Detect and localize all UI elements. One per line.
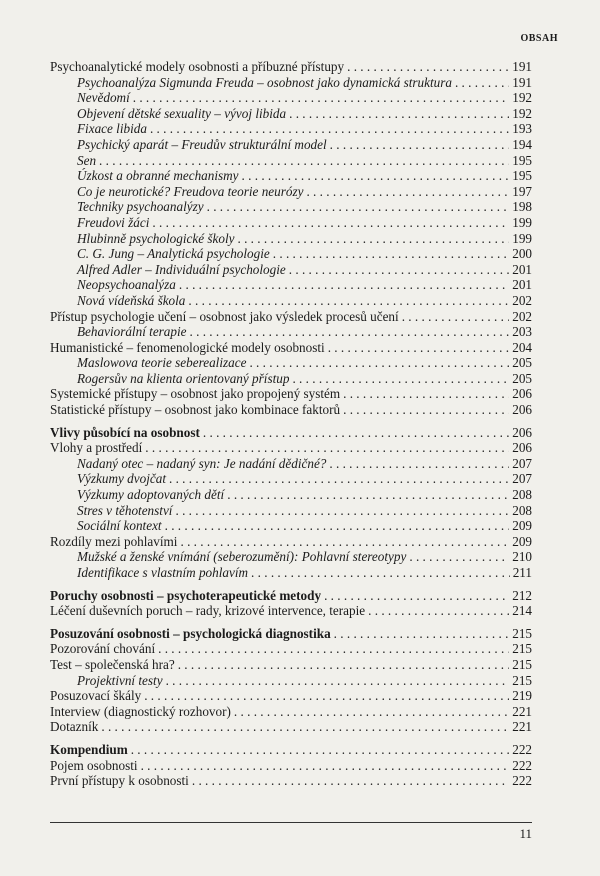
- toc-entry-page: 205: [512, 355, 532, 371]
- toc-entry-page: 202: [512, 308, 532, 324]
- toc-entry-page: 206: [512, 440, 532, 456]
- toc-entry: [50, 262, 532, 278]
- toc-entry: [50, 704, 532, 720]
- toc-entry-title: Vlohy a prostředí: [50, 440, 143, 456]
- toc-entry: [50, 487, 532, 503]
- toc-entry-title: Nevědomí: [77, 90, 130, 106]
- toc-entry-page: 199: [512, 230, 532, 246]
- dot-leader: [152, 215, 509, 231]
- dot-leader: [169, 471, 509, 487]
- dot-leader: [409, 549, 509, 565]
- toc-entry-page: 209: [512, 533, 532, 549]
- dot-leader: [289, 262, 509, 278]
- toc-entry-page: 208: [512, 487, 532, 503]
- toc-entry-page: 202: [512, 292, 532, 308]
- toc-entry-title: Techniky psychoanalýzy: [77, 199, 204, 215]
- toc-entry-title: Mužské a ženské vnímání (seberozumění): Pohlavní stereotypy: [77, 549, 407, 565]
- toc-entry-title: Přístup psychologie učení – osobnost jako výsledek procesů učení: [50, 308, 399, 324]
- toc-entry: [50, 153, 532, 169]
- table-of-contents: [50, 59, 532, 789]
- toc-entry-page: 222: [512, 741, 532, 757]
- toc-entry-page: 192: [512, 105, 532, 121]
- toc-entry: [50, 106, 532, 122]
- toc-entry-title: První přístupy k osobnosti: [50, 773, 189, 789]
- dot-leader: [180, 534, 509, 550]
- dot-leader: [242, 168, 510, 184]
- toc-entry-title: Nová vídeňská škola: [77, 292, 186, 308]
- dot-leader: [99, 153, 509, 169]
- toc-entry: [50, 503, 532, 519]
- toc-entry-page: 211: [512, 565, 532, 580]
- dot-leader: [234, 704, 509, 720]
- toc-entry-title: Rozdíly mezi pohlavími: [50, 533, 178, 549]
- dot-leader: [101, 719, 509, 735]
- toc-entry: [50, 471, 532, 487]
- toc-entry-title: Poruchy osobnosti – psychoterapeutické metody: [50, 587, 322, 603]
- dot-leader: [145, 440, 509, 456]
- toc-entry-page: 206: [512, 386, 532, 402]
- toc-entry: [50, 324, 532, 340]
- toc-entry: [50, 773, 532, 789]
- toc-entry-page: 207: [512, 471, 532, 487]
- toc-entry-title: C. G. Jung – Analytická psychologie: [77, 246, 270, 262]
- toc-entry-title: Pozorování chování: [50, 641, 156, 657]
- dot-leader: [306, 184, 509, 200]
- toc-entry: [50, 355, 532, 371]
- toc-entry: [50, 440, 532, 456]
- toc-entry-title: Psychoanalytické modely osobnosti a příbuzné přístupy: [50, 59, 345, 74]
- toc-entry-page: 194: [512, 136, 532, 152]
- toc-entry-page: 198: [512, 199, 532, 215]
- dot-leader: [292, 371, 509, 387]
- toc-entry-page: 206: [512, 424, 532, 440]
- toc-entry: [50, 534, 532, 550]
- toc-entry: [50, 137, 532, 153]
- toc-entry-title: Dotazník: [50, 719, 99, 735]
- dot-leader: [150, 121, 509, 137]
- toc-entry-page: 201: [512, 277, 532, 293]
- toc-entry-title: Výzkumy adoptovaných dětí: [77, 487, 225, 503]
- toc-entry: [50, 59, 532, 75]
- toc-entry-title: Interview (diagnostický rozhovor): [50, 703, 231, 719]
- toc-entry: [50, 215, 532, 231]
- toc-entry: [50, 386, 532, 402]
- toc-entry: [50, 199, 532, 215]
- dot-leader: [324, 588, 509, 604]
- toc-entry-title: Rogersův na klienta orientovaný přístup: [77, 370, 290, 386]
- toc-entry-page: 215: [512, 672, 532, 688]
- toc-entry-page: 221: [512, 703, 532, 719]
- toc-entry-page: 209: [512, 518, 532, 534]
- toc-entry-title: Nadaný otec – nadaný syn: Je nadání dědičné?: [77, 455, 327, 471]
- toc-entry-page: 191: [512, 74, 532, 90]
- toc-entry-title: Posuzovací škály: [50, 688, 142, 704]
- toc-entry: [50, 641, 532, 657]
- toc-entry: [50, 626, 532, 642]
- toc-entry-page: 207: [512, 455, 532, 471]
- toc-entry-page: 204: [512, 339, 532, 355]
- dot-leader: [133, 90, 509, 106]
- toc-entry: [50, 340, 532, 356]
- toc-entry: [50, 121, 532, 137]
- toc-entry-title: Systemické přístupy – osobnost jako propojený systém: [50, 386, 341, 402]
- toc-entry: [50, 425, 532, 441]
- toc-entry-title: Léčení duševních poruch – rady, krizové intervence, terapie: [50, 603, 366, 619]
- toc-entry-page: 214: [512, 603, 532, 619]
- toc-entry-page: 215: [512, 625, 532, 641]
- toc-entry-page: 197: [512, 183, 532, 199]
- dot-leader: [166, 673, 510, 689]
- toc-entry: [50, 549, 532, 565]
- toc-entry-page: 222: [512, 757, 532, 773]
- toc-entry: [50, 168, 532, 184]
- dot-leader: [131, 742, 510, 758]
- toc-entry: [50, 277, 532, 293]
- toc-entry-title: Freudovi žáci: [77, 214, 150, 230]
- toc-entry-title: Neopsychoanalýza: [77, 277, 176, 293]
- toc-entry-title: Projektivní testy: [77, 672, 163, 688]
- dot-leader: [188, 293, 509, 309]
- toc-entry-page: 193: [512, 121, 532, 137]
- toc-entry: [50, 758, 532, 774]
- dot-leader: [207, 199, 510, 215]
- toc-entry: [50, 719, 532, 735]
- toc-entry: [50, 565, 532, 581]
- toc-entry-title: Statistické přístupy – osobnost jako kombinace faktorů: [50, 402, 341, 418]
- toc-entry: [50, 402, 532, 418]
- dot-leader: [237, 231, 509, 247]
- dot-leader: [368, 603, 509, 619]
- toc-entry-page: 195: [512, 168, 532, 184]
- dot-leader: [329, 456, 509, 472]
- running-head: OBSAH: [520, 33, 558, 44]
- toc-entry: [50, 246, 532, 262]
- dot-leader: [144, 688, 509, 704]
- dot-leader: [330, 137, 510, 153]
- toc-entry-page: 192: [512, 90, 532, 106]
- toc-entry-page: 212: [512, 587, 532, 603]
- dot-leader: [227, 487, 509, 503]
- toc-entry-title: Psychický aparát – Freudův strukturální model: [77, 136, 327, 152]
- toc-entry-title: Pojem osobnosti: [50, 757, 138, 773]
- dot-leader: [343, 386, 509, 402]
- toc-entry-page: 208: [512, 502, 532, 518]
- toc-entry-title: Identifikace s vlastním pohlavím: [77, 565, 249, 580]
- toc-entry-title: Výzkumy dvojčat: [77, 471, 166, 487]
- toc-entry: [50, 184, 532, 200]
- toc-entry-page: 215: [512, 656, 532, 672]
- dot-leader: [334, 626, 510, 642]
- toc-entry: [50, 742, 532, 758]
- dot-leader: [141, 758, 510, 774]
- dot-leader: [289, 106, 509, 122]
- dot-leader: [347, 59, 509, 75]
- dot-leader: [455, 75, 509, 91]
- toc-entry: [50, 456, 532, 472]
- toc-entry: [50, 371, 532, 387]
- toc-entry: [50, 231, 532, 247]
- footer-rule: [50, 822, 532, 823]
- dot-leader: [203, 425, 509, 441]
- toc-entry: [50, 603, 532, 619]
- dot-leader: [165, 518, 510, 534]
- dot-leader: [251, 565, 510, 581]
- toc-entry-title: Psychoanalýza Sigmunda Freuda – osobnost jako dynamická struktura: [77, 74, 452, 90]
- toc-entry-page: 203: [512, 324, 532, 340]
- toc-entry-title: Sen: [77, 152, 97, 168]
- dot-leader: [179, 277, 509, 293]
- toc-entry-title: Co je neurotické? Freudova teorie neurózy: [77, 183, 304, 199]
- dot-leader: [158, 641, 509, 657]
- toc-entry: [50, 673, 532, 689]
- dot-leader: [402, 309, 510, 325]
- toc-entry: [50, 688, 532, 704]
- dot-leader: [178, 657, 510, 673]
- toc-entry-page: 206: [512, 402, 532, 418]
- toc-entry-title: Maslowova teorie seberealizace: [77, 355, 247, 371]
- toc-entry-page: 222: [512, 773, 532, 789]
- toc-entry-page: 221: [512, 719, 532, 735]
- toc-entry-title: Sociální kontext: [77, 518, 162, 534]
- toc-entry-title: Posuzování osobnosti – psychologická diagnostika: [50, 625, 331, 641]
- toc-entry-title: Hlubinně psychologické školy: [77, 230, 235, 246]
- toc-entry: [50, 657, 532, 673]
- toc-entry: [50, 518, 532, 534]
- dot-leader: [249, 355, 509, 371]
- dot-leader: [190, 324, 510, 340]
- toc-entry-page: 201: [512, 261, 532, 277]
- toc-entry: [50, 309, 532, 325]
- toc-entry-title: Test – společenská hra?: [50, 656, 175, 672]
- dot-leader: [192, 773, 509, 789]
- toc-entry-page: 210: [512, 549, 532, 565]
- toc-entry-title: Vlivy působící na osobnost: [50, 424, 200, 440]
- toc-entry-page: 191: [512, 59, 532, 74]
- dot-leader: [273, 246, 509, 262]
- toc-entry-title: Objevení dětské sexuality – vývoj libida: [77, 105, 287, 121]
- toc-entry: [50, 293, 532, 309]
- toc-entry-title: Stres v těhotenství: [77, 502, 173, 518]
- toc-entry-title: Alfred Adler – Individuální psychologie: [77, 261, 286, 277]
- dot-leader: [175, 503, 509, 519]
- toc-entry-page: 195: [512, 152, 532, 168]
- toc-entry: [50, 75, 532, 91]
- toc-entry-title: Úzkost a obranné mechanismy: [77, 168, 239, 184]
- toc-entry-page: 219: [512, 688, 532, 704]
- toc-entry-page: 215: [512, 641, 532, 657]
- toc-entry-title: Behaviorální terapie: [77, 324, 187, 340]
- toc-entry-title: Kompendium: [50, 741, 128, 757]
- toc-entry-page: 205: [512, 370, 532, 386]
- toc-entry-title: Fixace libida: [77, 121, 147, 137]
- toc-entry: [50, 588, 532, 604]
- dot-leader: [328, 340, 510, 356]
- toc-entry-title: Humanistické – fenomenologické modely osobnosti: [50, 339, 325, 355]
- toc-entry-page: 200: [512, 246, 532, 262]
- dot-leader: [343, 402, 509, 418]
- toc-entry: [50, 90, 532, 106]
- page-number: 11: [519, 826, 532, 841]
- toc-entry-page: 199: [512, 214, 532, 230]
